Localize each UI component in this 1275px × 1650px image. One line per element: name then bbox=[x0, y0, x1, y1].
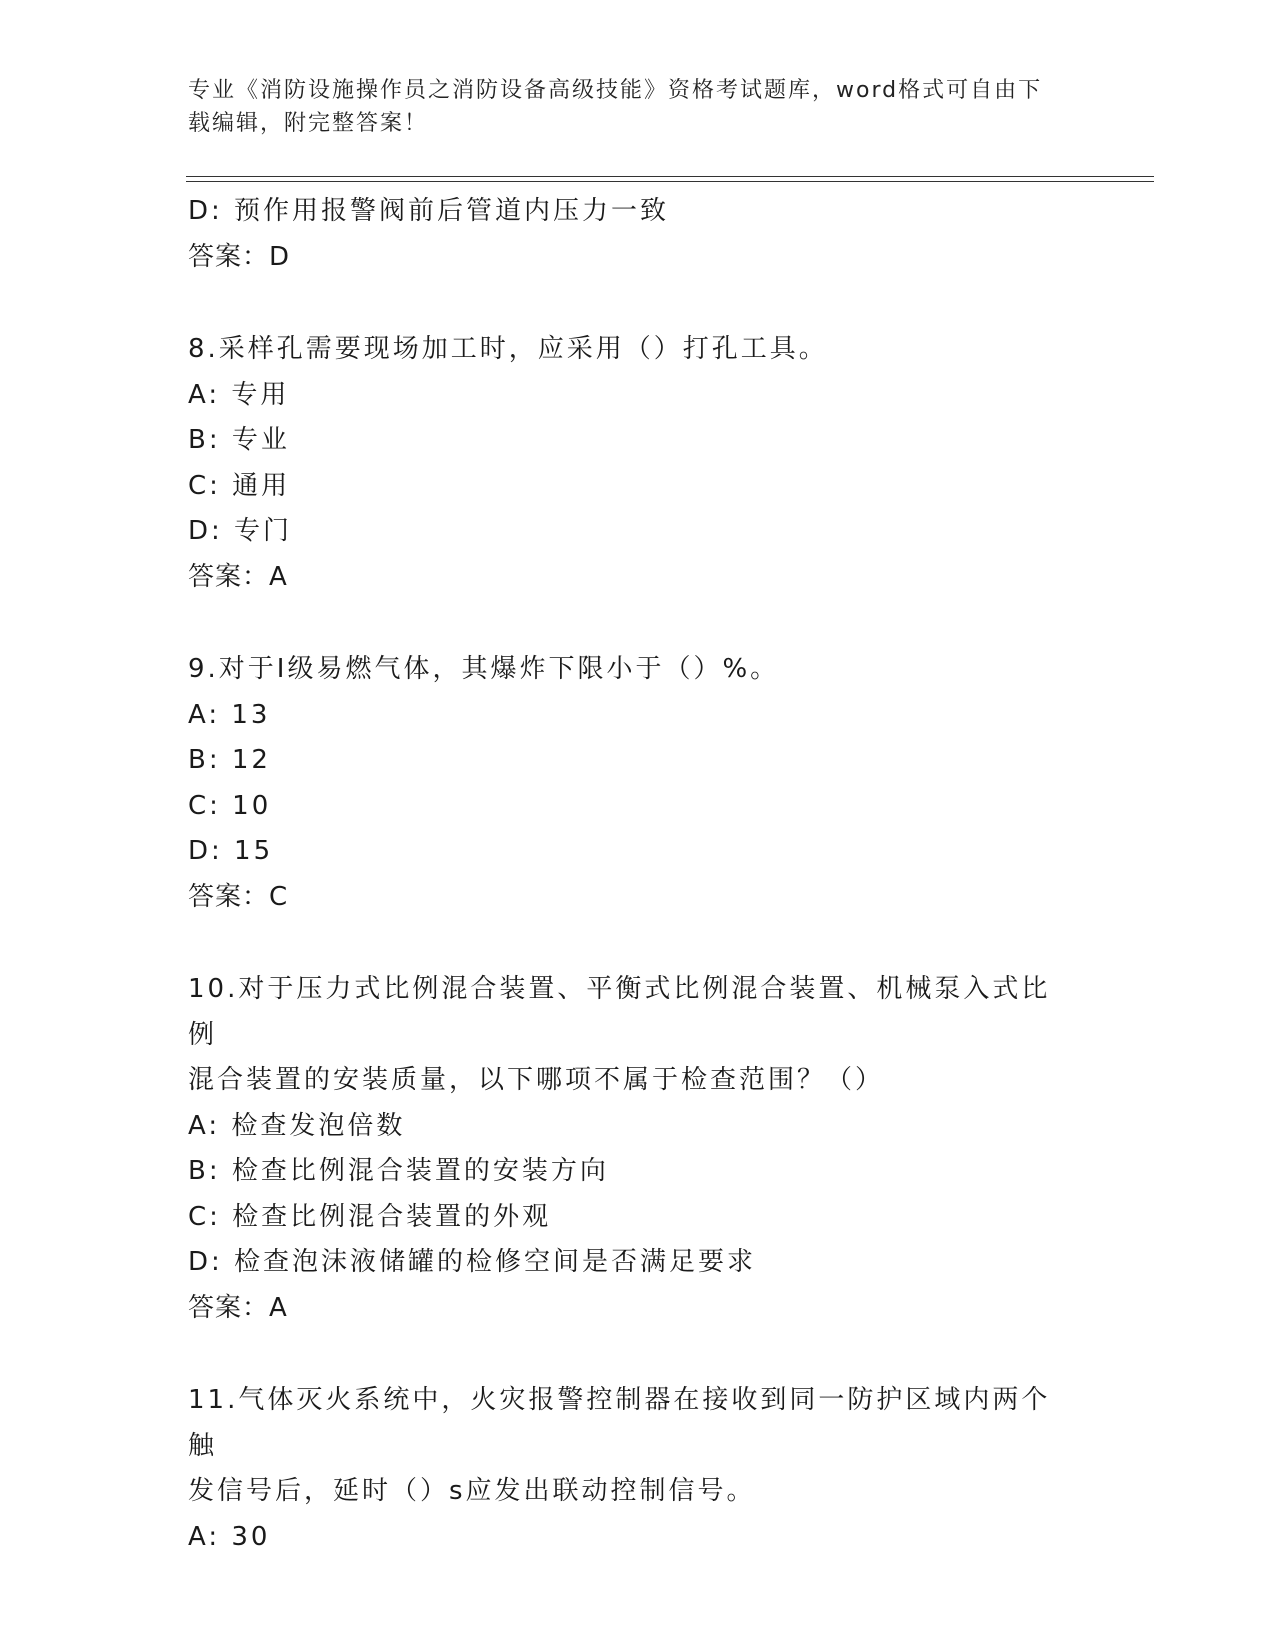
question-stem bbox=[188, 1378, 1078, 1515]
question-stem bbox=[188, 647, 1078, 693]
answer-line: 答案：C bbox=[188, 881, 289, 912]
question-stem bbox=[188, 967, 1078, 1104]
option-c: C: 10 bbox=[188, 790, 272, 821]
option-a: A: 30 bbox=[188, 1521, 271, 1552]
header-line-2: 载编辑，附完整答案！ bbox=[188, 111, 429, 136]
question-10 bbox=[188, 967, 1088, 1331]
question-11 bbox=[188, 1378, 1088, 1560]
option-d: D: 专门 bbox=[188, 516, 293, 546]
question-content bbox=[188, 189, 1088, 1560]
option-b: B: 专业 bbox=[188, 425, 290, 455]
option-b: B: 检查比例混合装置的安装方向 bbox=[188, 1156, 609, 1186]
answer-line: 答案：A bbox=[188, 1292, 288, 1323]
option-a: A: 13 bbox=[188, 699, 271, 730]
question-stem bbox=[188, 327, 1078, 373]
header-divider-top bbox=[186, 176, 1154, 177]
question-8 bbox=[188, 327, 1088, 600]
option-b: B: 12 bbox=[188, 745, 271, 775]
previous-question-tail bbox=[188, 189, 1088, 280]
answer-line: 答案：D bbox=[188, 241, 291, 272]
option-c: C: 通用 bbox=[188, 470, 291, 501]
header-line-1: 专业《消防设施操作员之消防设备高级技能》资格考试题库，word格式可自由下 bbox=[188, 78, 1043, 103]
option-d: D: 15 bbox=[188, 836, 274, 866]
answer-line: 答案：A bbox=[188, 561, 288, 592]
option-a: A: 检查发泡倍数 bbox=[188, 1110, 406, 1141]
question-stem-line: 混合装置的安装质量，以下哪项不属于检查范围？（） bbox=[188, 1065, 885, 1095]
question-stem-line: 9.对于Ⅰ级易燃气体，其爆炸下限小于（）%。 bbox=[188, 654, 780, 684]
header-divider-bottom bbox=[186, 181, 1154, 182]
option-a: A: 专用 bbox=[188, 379, 290, 410]
question-9 bbox=[188, 647, 1088, 920]
option-d: D: 检查泡沫液储罐的检修空间是否满足要求 bbox=[188, 1247, 757, 1277]
option-c: C: 检查比例混合装置的外观 bbox=[188, 1201, 552, 1232]
question-stem-line: 8.采样孔需要现场加工时，应采用（）打孔工具。 bbox=[188, 334, 828, 364]
question-stem-line: 发信号后，延时（）s应发出联动控制信号。 bbox=[188, 1476, 756, 1506]
page-header bbox=[188, 74, 1068, 140]
question-stem-line: 10.对于压力式比例混合装置、平衡式比例混合装置、机械泵入式比例 bbox=[188, 974, 1051, 1050]
question-stem-line: 11.气体灭火系统中，火灾报警控制器在接收到同一防护区域内两个触 bbox=[188, 1385, 1051, 1461]
option-d: D: 预作用报警阀前后管道内压力一致 bbox=[188, 196, 670, 226]
